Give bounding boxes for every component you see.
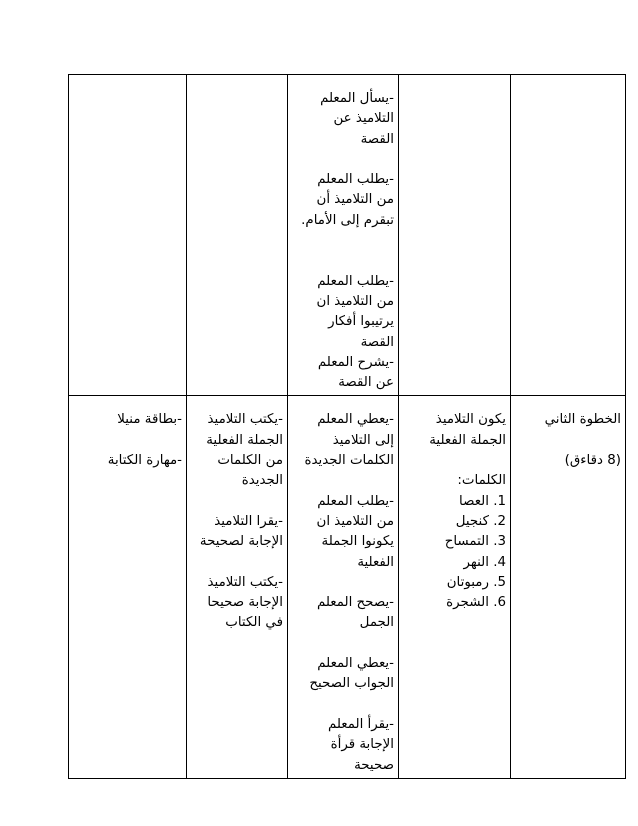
objective-cell xyxy=(399,396,511,778)
resource-item: -مهارة الكتابة xyxy=(107,453,182,469)
step-duration: (8 دقاءق) xyxy=(564,453,621,469)
resource-item: -بطاقة منيلا xyxy=(117,412,182,428)
student-activity-cell xyxy=(187,396,288,778)
text-line: -يكتب التلاميذ xyxy=(207,412,283,428)
teacher-activity-cell xyxy=(288,75,399,396)
text-line: الجواب الصحيح xyxy=(309,676,394,692)
text-line: الإجابة لصحيحة xyxy=(199,534,283,550)
text-line: تبقرم إلى الأمام. xyxy=(301,212,394,228)
text-line: الجملة الفعلية xyxy=(429,432,506,448)
text-line: -يعطي المعلم xyxy=(317,656,394,672)
text-line: الكلمات الجديدة xyxy=(304,453,394,469)
text-line: -يصحح المعلم xyxy=(316,595,394,611)
text-line: الإجابة صحيحا xyxy=(207,595,283,611)
resources-cell xyxy=(69,396,187,778)
text-line: -يقرأ المعلم xyxy=(327,716,394,732)
text-line: الجملة الفعلية xyxy=(206,432,283,448)
step-cell xyxy=(511,75,626,396)
text-line: -يطلب المعلم xyxy=(317,493,394,509)
text-line: التلاميذ عن xyxy=(333,111,394,127)
text-line: -يسأل المعلم xyxy=(320,91,394,106)
step-cell xyxy=(511,396,626,778)
text-line: -يعطي المعلم xyxy=(317,412,394,428)
text-line: -يكتب التلاميذ xyxy=(207,574,283,590)
word-item: 3. التمساح xyxy=(444,534,506,550)
text-line: -يقرا التلاميذ xyxy=(214,513,283,529)
table-row xyxy=(69,75,626,396)
text-line: صحيحة xyxy=(354,757,394,773)
text-line: يكون التلاميذ xyxy=(435,412,506,428)
text-line: القصة xyxy=(360,334,394,350)
text-line: -يطلب المعلم xyxy=(317,273,394,289)
word-item: 6. الشجرة xyxy=(446,595,506,611)
word-item: 5. رمبوتان xyxy=(446,574,506,590)
text-line: من التلاميذ ان xyxy=(316,293,394,309)
table-row xyxy=(69,396,626,778)
text-line: في الكتاب xyxy=(225,615,283,631)
text-line: يرتيبوا أفكار xyxy=(328,314,394,330)
objective-cell xyxy=(399,75,511,396)
text-line: -يطلب المعلم xyxy=(317,172,394,188)
resources-cell xyxy=(69,75,187,396)
text-line: إلى التلاميذ xyxy=(332,432,394,448)
word-item: 2. كنجيل xyxy=(455,513,506,529)
text-line: الإجابة قرأة xyxy=(330,737,394,753)
text-line: من التلاميذ ان xyxy=(316,513,394,529)
teacher-activity-cell xyxy=(288,396,399,778)
lesson-plan-table xyxy=(68,74,626,779)
text-line: -يشرح المعلم xyxy=(317,354,394,370)
word-item: 1. العصا xyxy=(459,493,506,509)
text-line: من التلاميذ أن xyxy=(316,192,394,208)
text-line: الجديدة xyxy=(241,473,283,489)
student-activity-cell xyxy=(187,75,288,396)
text-line: القصة xyxy=(360,131,394,147)
text-line: الجمل xyxy=(359,615,394,631)
text-line: عن القصة xyxy=(338,375,394,391)
step-title: الخطوة الثاني xyxy=(544,412,621,428)
text-line: الفعلية xyxy=(357,554,394,570)
text-line: من الكلمات xyxy=(217,453,283,469)
text-line: يكونوا الجملة xyxy=(321,534,394,550)
word-item: 4. النهر xyxy=(463,554,506,570)
words-label: الكلمات: xyxy=(457,473,506,489)
